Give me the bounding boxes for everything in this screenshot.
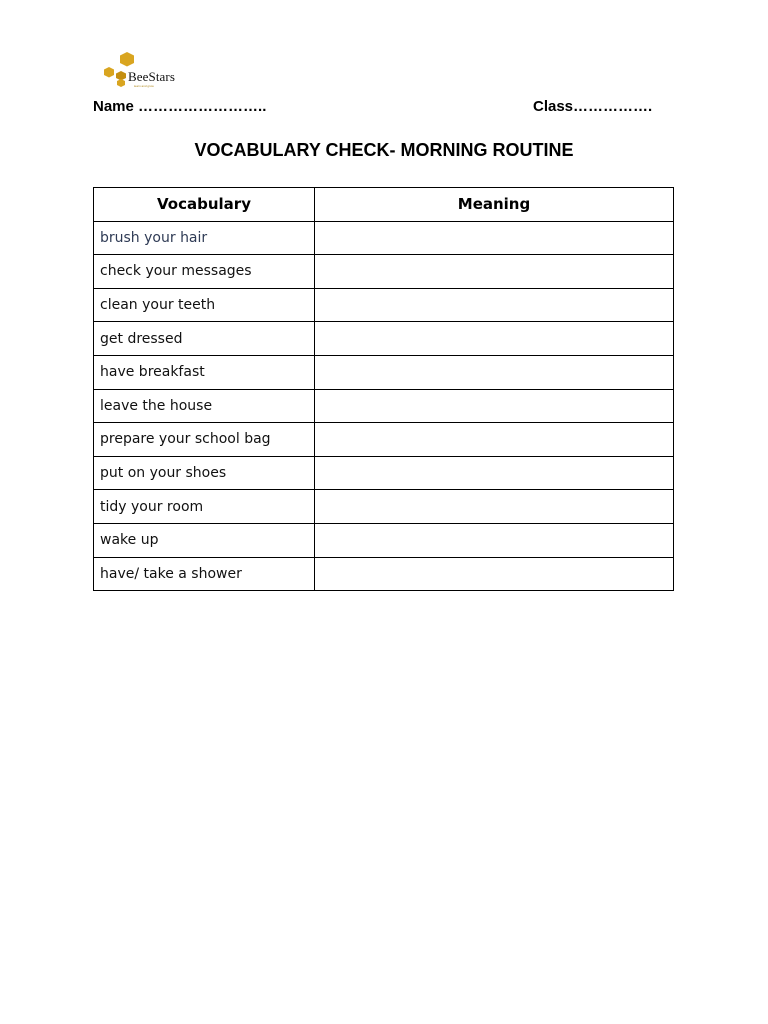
meaning-cell[interactable] [315, 523, 674, 557]
vocabulary-cell: get dressed [94, 322, 315, 356]
table-row [94, 456, 674, 490]
table-header-row [94, 188, 674, 222]
table-row [94, 523, 674, 557]
vocabulary-cell: brush your hair [94, 221, 315, 255]
meaning-cell[interactable] [315, 221, 674, 255]
meaning-cell[interactable] [315, 389, 674, 423]
vocabulary-cell: check your messages [94, 255, 315, 289]
vocabulary-cell: put on your shoes [94, 456, 315, 490]
meaning-cell[interactable] [315, 255, 674, 289]
table-row [94, 355, 674, 389]
vocabulary-cell: have/ take a shower [94, 557, 315, 591]
vocabulary-cell: clean your teeth [94, 288, 315, 322]
meaning-cell[interactable] [315, 288, 674, 322]
logo-wordmark: BeeStars [128, 69, 176, 84]
column-header-meaning: Meaning [315, 188, 674, 222]
table-row [94, 221, 674, 255]
meaning-cell[interactable] [315, 557, 674, 591]
table-row [94, 490, 674, 524]
logo-tagline: learn and grow [134, 84, 154, 88]
name-field-label: Name …………………….. [93, 98, 267, 115]
column-header-vocabulary: Vocabulary [94, 188, 315, 222]
meaning-cell[interactable] [315, 423, 674, 457]
class-field-label: Class……………. [533, 98, 653, 115]
beestars-logo [100, 50, 190, 90]
vocabulary-cell: leave the house [94, 389, 315, 423]
vocabulary-cell: wake up [94, 523, 315, 557]
meaning-cell[interactable] [315, 322, 674, 356]
meaning-cell[interactable] [315, 490, 674, 524]
vocabulary-table [93, 187, 674, 591]
vocabulary-cell: have breakfast [94, 355, 315, 389]
page-title: VOCABULARY CHECK- MORNING ROUTINE [194, 140, 574, 160]
table-row [94, 423, 674, 457]
table-row [94, 255, 674, 289]
vocabulary-cell: tidy your room [94, 490, 315, 524]
table-row [94, 288, 674, 322]
meaning-cell[interactable] [315, 456, 674, 490]
meaning-cell[interactable] [315, 355, 674, 389]
vocabulary-cell: prepare your school bag [94, 423, 315, 457]
table-row [94, 389, 674, 423]
table-row [94, 557, 674, 591]
table-row [94, 322, 674, 356]
